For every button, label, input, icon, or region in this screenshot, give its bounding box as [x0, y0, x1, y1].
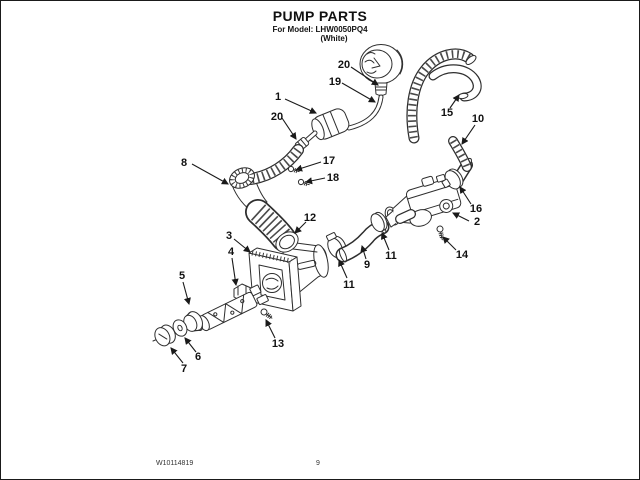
- leader-1: [285, 99, 316, 113]
- callout-7: 7: [180, 363, 188, 375]
- screw-17: [288, 166, 300, 174]
- callout-11b: 11: [385, 250, 397, 262]
- callout-15: 15: [440, 107, 454, 119]
- callout-16: 16: [469, 203, 483, 215]
- finish-note: (White): [320, 34, 348, 44]
- callout-14: 14: [455, 249, 469, 261]
- callout-3: 3: [225, 230, 233, 242]
- pressure-tube: [349, 97, 381, 128]
- callout-17: 17: [322, 155, 336, 167]
- callout-5: 5: [178, 270, 186, 282]
- leader-11b: [382, 233, 389, 250]
- leader-8: [192, 164, 228, 184]
- leader-11a: [339, 260, 347, 278]
- leader-2: [453, 213, 469, 221]
- callout-10: 10: [471, 113, 485, 125]
- callout-19: 19: [328, 76, 342, 88]
- callout-4: 4: [227, 246, 235, 258]
- leader-16: [460, 187, 471, 204]
- callout-11a: 11: [343, 279, 355, 291]
- leader-13: [266, 320, 275, 338]
- exploded-parts-diagram: [1, 1, 640, 480]
- impeller-opening: [263, 274, 282, 293]
- leader-7: [171, 348, 183, 363]
- leader-4: [232, 258, 236, 285]
- callout-20b: 20: [337, 59, 351, 71]
- callout-18: 18: [326, 172, 340, 184]
- pressure-dome: [360, 45, 403, 96]
- leader-18: [306, 178, 325, 182]
- page-title: PUMP PARTS: [272, 8, 368, 24]
- leader-3: [234, 239, 250, 252]
- leader-14: [443, 237, 456, 250]
- callout-9: 9: [363, 259, 371, 271]
- leader-19: [342, 83, 375, 102]
- page-number: 9: [316, 460, 320, 467]
- callout-6: 6: [194, 351, 202, 363]
- callout-2: 2: [473, 216, 481, 228]
- leader-5: [183, 282, 189, 304]
- leader-20a: [282, 118, 296, 139]
- callout-13: 13: [271, 338, 285, 350]
- inline-connector: [309, 107, 351, 143]
- screw-13: [260, 308, 274, 321]
- doc-number: W10114819: [156, 460, 194, 467]
- leader-6: [185, 338, 196, 352]
- callout-20a: 20: [270, 111, 284, 123]
- callout-1: 1: [274, 91, 282, 103]
- callout-labels: [179, 59, 484, 375]
- model-line: For Model: LHW0050PQ4: [272, 25, 368, 35]
- callout-12: 12: [303, 212, 317, 224]
- mounting-flange: [249, 248, 301, 311]
- screw-18: [298, 179, 310, 187]
- leader-17: [296, 162, 321, 170]
- leader-10: [462, 125, 475, 144]
- callout-8: 8: [180, 157, 188, 169]
- inlet-hose: [226, 150, 298, 192]
- pump-motor-assembly: [378, 157, 473, 235]
